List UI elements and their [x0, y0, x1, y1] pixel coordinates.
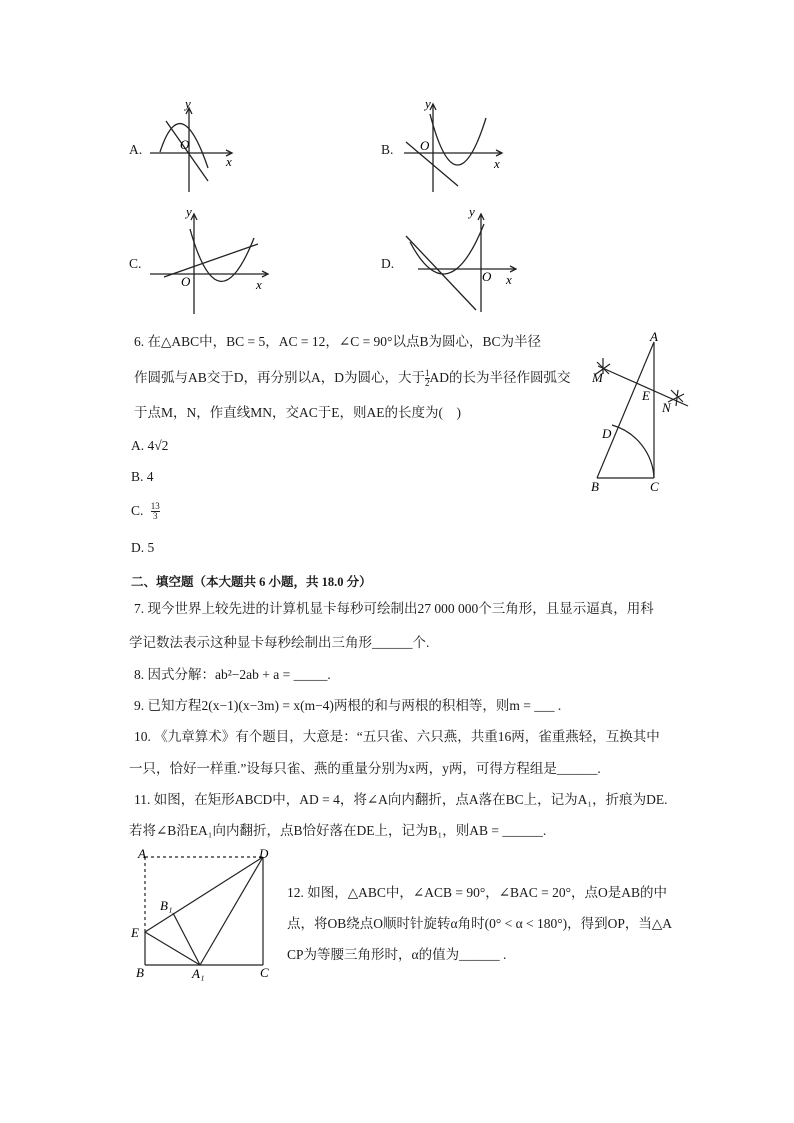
q11-line1: 11. 如图，在矩形ABCD中，AD = 4，将∠A向内翻折，点A落在BC上，记为A₁，折痕为DE. — [134, 792, 668, 807]
point-a1-label: A₁ — [192, 966, 205, 981]
y-axis-label: y — [469, 204, 475, 219]
fraction-half: $\frac{1}{2}$ — [425, 368, 430, 389]
fraction-13-3: $\frac{13}{3}$ — [150, 501, 160, 522]
q7-line2: 学记数法表示这种显卡每秒绘制出三角形______个. — [129, 635, 430, 650]
origin-label: O — [482, 269, 492, 284]
option-b-label[interactable]: B. — [381, 142, 394, 157]
point-d-label: D — [259, 846, 269, 861]
q12-line1: 12. 如图，△ABC中，∠ACB = 90°，∠BAC = 20°，点O是AB的中 — [287, 885, 668, 900]
origin-label: O — [420, 138, 430, 153]
graph-option-a — [146, 96, 242, 196]
x-axis-label: x — [494, 156, 500, 171]
q6-option-d[interactable]: D. 5 — [131, 540, 155, 555]
option-d-label[interactable]: D. — [381, 256, 395, 271]
graph-option-d — [398, 204, 522, 316]
point-a-label: A — [650, 330, 658, 344]
q7-line1: 7. 现今世界上较先进的计算机显卡每秒可绘制出27 000 000个三角形，且显示逼真，用科 — [134, 601, 654, 616]
q8: 8. 因式分解：ab²−2ab + a = _____. — [134, 667, 331, 682]
q11-rectangle-figure — [128, 845, 278, 985]
point-e-label: E — [131, 925, 139, 940]
q12-line3: CP为等腰三角形时，α的值为______ . — [287, 947, 507, 962]
q10-line1: 10. 《九章算术》有个题目，大意是：“五只雀、六只燕，共重16两，雀重燕轻，互换其中 — [134, 729, 660, 744]
x-axis-label: x — [256, 277, 262, 292]
q6-line2-end: AD的长为半径作圆弧交 — [429, 370, 571, 385]
q6-option-c-label: C. — [131, 503, 144, 518]
x-axis-label: x — [226, 154, 232, 169]
y-axis-label: y — [186, 204, 192, 219]
origin-label: O — [181, 274, 191, 289]
q6-line2-start: 作圆弧与AB交于D，再分别以A，D为圆心，大于 — [134, 370, 426, 385]
q6-option-c[interactable] — [131, 502, 160, 521]
graph-option-c — [146, 204, 274, 316]
option-c-label[interactable]: C. — [129, 256, 142, 271]
point-c-label: C — [650, 479, 659, 494]
point-n-label: N — [662, 400, 671, 415]
point-e-label: E — [642, 388, 650, 403]
point-m-label: M — [592, 370, 603, 385]
q6-triangle-figure — [584, 330, 694, 500]
point-c-label: C — [260, 965, 269, 980]
q11-line2: 若将∠B沿EA₁向内翻折，点B恰好落在DE上，记为B₁，则AB = ______. — [129, 823, 547, 838]
point-d-label: D — [602, 426, 612, 441]
q6-line3: 于点M，N，作直线MN，交AC于E，则AE的长度为( ) — [134, 405, 461, 420]
q6-line1: 6. 在△ABC中，BC = 5，AC = 12，∠C = 90°以点B为圆心，BC为半径 — [134, 334, 541, 349]
point-b-label: B — [136, 965, 144, 980]
y-axis-label: y — [185, 96, 191, 111]
q6-option-b[interactable]: B. 4 — [131, 469, 154, 484]
graph-option-b — [398, 94, 508, 194]
q6-line2 — [134, 369, 571, 388]
option-a-label[interactable]: A. — [129, 142, 143, 157]
point-b1-label: B₁ — [160, 898, 173, 913]
origin-label: O — [180, 137, 190, 152]
section-heading: 二、填空题（本大题共 6 小题，共 18.0 分） — [131, 575, 372, 589]
q12-line2: 点，将OB绕点O顺时针旋转α角时(0° < α < 180°)，得到OP，当△A — [287, 916, 673, 931]
y-axis-label: y — [425, 96, 431, 111]
x-axis-label: x — [506, 272, 512, 287]
q10-line2: 一只，恰好一样重.”设每只雀、燕的重量分别为x两，y两，可得方程组是______. — [129, 761, 601, 776]
point-b-label: B — [591, 479, 599, 494]
point-a-label: A — [138, 846, 146, 861]
q6-option-a[interactable]: A. 4√2 — [131, 438, 169, 453]
q9: 9. 已知方程2(x−1)(x−3m) = x(m−4)两根的和与两根的积相等，则m = ___ . — [134, 698, 562, 713]
